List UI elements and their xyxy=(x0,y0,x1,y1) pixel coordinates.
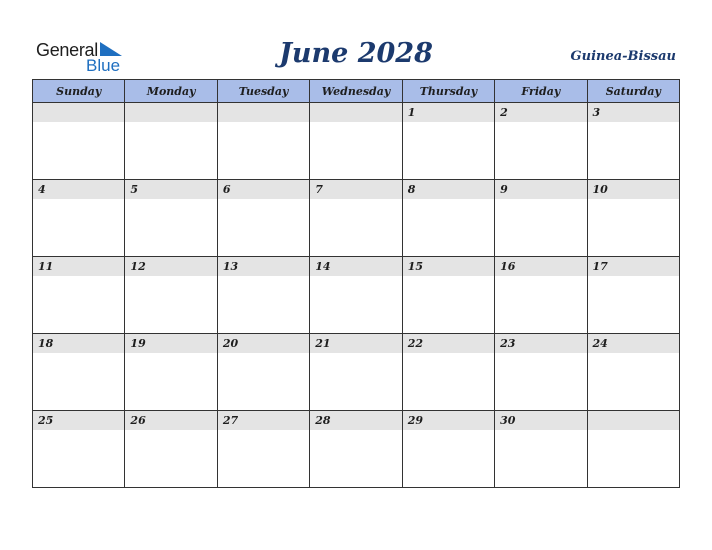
day-cell xyxy=(217,411,309,488)
day-cell xyxy=(587,257,679,334)
week-row xyxy=(33,334,680,411)
day-cell xyxy=(495,257,587,334)
day-cell xyxy=(402,334,494,411)
day-cell xyxy=(33,103,125,180)
week-row xyxy=(33,180,680,257)
week-row xyxy=(33,411,680,488)
day-number: 15 xyxy=(403,257,494,276)
day-cell xyxy=(217,257,309,334)
weekday-monday: Monday xyxy=(125,80,217,103)
day-cell xyxy=(587,411,679,488)
day-cell xyxy=(217,334,309,411)
day-number: 28 xyxy=(310,411,401,430)
day-number: 27 xyxy=(218,411,309,430)
day-cell xyxy=(217,180,309,257)
day-number: 4 xyxy=(33,180,124,199)
day-cell xyxy=(310,257,402,334)
day-number: 20 xyxy=(218,334,309,353)
day-number: 29 xyxy=(403,411,494,430)
day-number: 6 xyxy=(218,180,309,199)
week-row xyxy=(33,103,680,180)
day-cell xyxy=(402,103,494,180)
day-number: 24 xyxy=(588,334,679,353)
day-number xyxy=(310,103,401,122)
day-cell xyxy=(587,334,679,411)
day-number: 9 xyxy=(495,180,586,199)
weekday-thursday: Thursday xyxy=(402,80,494,103)
day-number: 5 xyxy=(125,180,216,199)
day-cell xyxy=(33,180,125,257)
day-cell xyxy=(125,257,217,334)
day-number: 22 xyxy=(403,334,494,353)
day-number: 18 xyxy=(33,334,124,353)
day-number: 8 xyxy=(403,180,494,199)
day-cell xyxy=(217,103,309,180)
day-cell xyxy=(402,180,494,257)
day-number: 13 xyxy=(218,257,309,276)
day-cell xyxy=(402,411,494,488)
page-title: June 2028 xyxy=(279,38,433,69)
day-number: 11 xyxy=(33,257,124,276)
day-number: 30 xyxy=(495,411,586,430)
day-number: 12 xyxy=(125,257,216,276)
day-cell xyxy=(587,180,679,257)
weekday-friday: Friday xyxy=(495,80,587,103)
day-cell xyxy=(587,103,679,180)
day-cell xyxy=(495,334,587,411)
logo-text-general: General xyxy=(36,40,98,60)
day-number: 16 xyxy=(495,257,586,276)
day-cell xyxy=(402,257,494,334)
day-cell xyxy=(125,103,217,180)
day-number: 25 xyxy=(33,411,124,430)
day-number xyxy=(218,103,309,122)
day-cell xyxy=(310,103,402,180)
day-cell xyxy=(495,411,587,488)
day-cell xyxy=(33,257,125,334)
country-label: Guinea-Bissau xyxy=(570,49,676,64)
weekday-sunday: Sunday xyxy=(33,80,125,103)
calendar-grid xyxy=(32,79,680,488)
week-row xyxy=(33,257,680,334)
day-cell xyxy=(33,334,125,411)
day-number xyxy=(33,103,124,122)
day-number: 19 xyxy=(125,334,216,353)
day-cell xyxy=(495,103,587,180)
day-number: 21 xyxy=(310,334,401,353)
day-number xyxy=(125,103,216,122)
day-number: 14 xyxy=(310,257,401,276)
weekday-saturday: Saturday xyxy=(587,80,679,103)
day-cell xyxy=(310,334,402,411)
day-cell xyxy=(310,180,402,257)
weekday-header-row xyxy=(33,80,680,103)
day-number: 3 xyxy=(588,103,679,122)
logo-text-blue: Blue xyxy=(86,56,121,75)
day-cell xyxy=(125,180,217,257)
day-cell xyxy=(125,334,217,411)
day-cell xyxy=(125,411,217,488)
day-number: 23 xyxy=(495,334,586,353)
day-cell xyxy=(310,411,402,488)
weekday-wednesday: Wednesday xyxy=(310,80,402,103)
day-number xyxy=(588,411,679,430)
day-number: 10 xyxy=(588,180,679,199)
day-cell xyxy=(495,180,587,257)
day-number: 1 xyxy=(403,103,494,122)
day-number: 2 xyxy=(495,103,586,122)
day-number: 26 xyxy=(125,411,216,430)
day-cell xyxy=(33,411,125,488)
day-number: 17 xyxy=(588,257,679,276)
day-number: 7 xyxy=(310,180,401,199)
weekday-tuesday: Tuesday xyxy=(217,80,309,103)
